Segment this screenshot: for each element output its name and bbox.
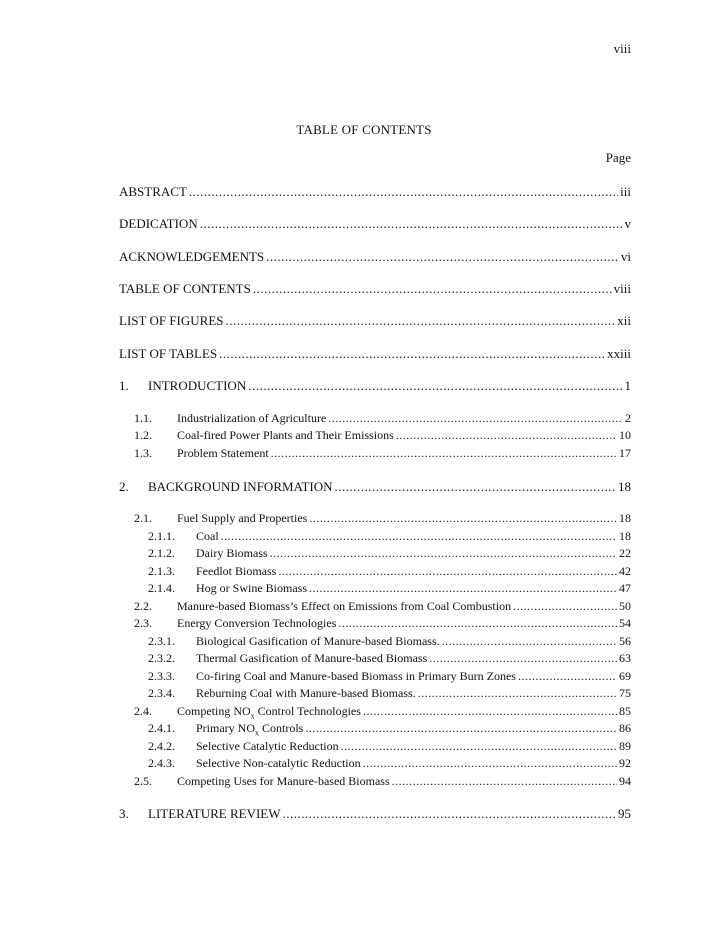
dot-leader	[328, 411, 623, 426]
toc-entry	[119, 616, 631, 631]
toc-entry-title: Energy Conversion Technologies	[177, 616, 337, 630]
toc-entry-page: 89	[619, 739, 631, 753]
dot-leader	[283, 806, 616, 822]
toc-entry	[119, 446, 631, 461]
toc-entry	[119, 281, 631, 297]
toc-entry	[119, 669, 631, 684]
toc-entry-page: 54	[619, 616, 631, 630]
dot-leader	[335, 479, 616, 495]
toc-entry	[119, 411, 631, 426]
toc-entry-title: BACKGROUND INFORMATION	[148, 479, 333, 494]
toc-entry-page: 18	[619, 529, 631, 543]
toc-entry-number: 2.1.	[134, 511, 152, 525]
dot-leader	[341, 739, 617, 754]
dot-leader	[189, 184, 618, 200]
dot-leader	[363, 704, 617, 719]
toc-entry-page: v	[624, 216, 631, 231]
toc-entry-page: viii	[613, 281, 631, 296]
toc-entry-title: Reburning Coal with Manure-based Biomass.	[196, 686, 416, 700]
toc-entry	[119, 346, 631, 362]
toc-entry-page: 2	[625, 411, 631, 425]
dot-leader	[248, 378, 622, 394]
toc-entry-page: 18	[619, 511, 631, 525]
dot-leader	[309, 511, 617, 526]
toc-entry-title: Competing Uses for Manure-based Biomass	[177, 774, 390, 788]
dot-leader	[278, 564, 617, 579]
dot-leader	[513, 599, 617, 614]
toc-entry-title-part: Controls	[259, 721, 304, 735]
toc-entry	[119, 546, 631, 561]
toc-entry	[119, 378, 631, 394]
toc-entry-page: 18	[618, 479, 631, 494]
toc-entry-number: 2.3.3.	[148, 669, 175, 683]
toc-entry-title	[196, 721, 303, 736]
toc-entry-page: 85	[619, 704, 631, 718]
toc-entry-number: 2.4.2.	[148, 739, 175, 753]
dot-leader	[418, 686, 617, 701]
toc-entry-title-part: Primary NO	[196, 721, 255, 735]
toc-entry-page: 92	[619, 756, 631, 770]
toc-entry-title-part: Competing NO	[177, 704, 251, 718]
toc-entry-page: 94	[619, 774, 631, 788]
toc-entry-number: 2.3.4.	[148, 686, 175, 700]
toc-entry-number: 2.2.	[134, 599, 152, 613]
toc-entry	[119, 721, 631, 736]
toc-entry-title: Biological Gasification of Manure-based Biomass.	[196, 634, 440, 648]
toc-entry-number: 2.1.1.	[148, 529, 175, 543]
toc-entry-number: 2.1.3.	[148, 564, 175, 578]
dot-leader	[338, 616, 617, 631]
toc-entry-title: Fuel Supply and Properties	[177, 511, 308, 525]
dot-leader	[442, 634, 617, 649]
dot-leader	[396, 428, 617, 443]
toc-entry-page: 86	[619, 721, 631, 735]
toc-entry-number: 2.	[119, 479, 129, 494]
toc-entry	[119, 249, 631, 265]
dot-leader	[518, 669, 617, 684]
toc-entry-title: Problem Statement	[177, 446, 269, 460]
toc-entry	[119, 313, 631, 329]
toc-entry-page: 63	[619, 651, 631, 665]
toc-entry-number: 2.3.1.	[148, 634, 175, 648]
toc-entry	[119, 756, 631, 771]
toc-entry-title: LIST OF FIGURES	[119, 313, 224, 328]
toc-entry-title: Co-firing Coal and Manure-based Biomass in Primary Burn Zones	[196, 669, 516, 683]
toc-entry-number: 2.4.	[134, 704, 152, 718]
toc-entry-title: Thermal Gasification of Manure-based Biomass	[196, 651, 428, 665]
toc-entry-number: 1.	[119, 378, 129, 393]
toc-entry-title: LIST OF TABLES	[119, 346, 218, 361]
toc-entry-title: ABSTRACT	[119, 184, 187, 199]
toc-entry-number: 2.5.	[134, 774, 152, 788]
toc-entry-page: 22	[619, 546, 631, 560]
dot-leader	[271, 446, 617, 461]
toc-entry-page: 95	[618, 806, 631, 821]
toc-entry-number: 1.1.	[134, 411, 152, 425]
toc-entry-page: xii	[617, 313, 631, 328]
toc-entry-title: INTRODUCTION	[148, 378, 247, 393]
toc-entry-title	[177, 704, 361, 719]
toc-entry-page: 50	[619, 599, 631, 613]
toc-entry-page: vi	[620, 249, 631, 264]
dot-leader	[221, 529, 617, 544]
toc-entry	[119, 184, 631, 200]
toc-entry	[119, 511, 631, 526]
toc-entry-page: 10	[619, 428, 631, 442]
toc-entry-title: Hog or Swine Biomass	[196, 581, 307, 595]
toc-entry-title: Industrialization of Agriculture	[177, 411, 327, 425]
dot-leader	[270, 546, 617, 561]
toc-entry-number: 2.4.3.	[148, 756, 175, 770]
toc-entry	[119, 686, 631, 701]
toc-entry-title: TABLE OF CONTENTS	[119, 281, 251, 296]
toc-entry-page: 1	[624, 378, 631, 393]
toc-entry-number: 2.3.	[134, 616, 152, 630]
toc-entry	[119, 739, 631, 754]
dot-leader	[219, 346, 605, 362]
dot-leader	[226, 313, 616, 329]
toc-entry-page: xxiii	[607, 346, 631, 361]
toc-entry-title: LITERATURE REVIEW	[148, 806, 281, 821]
toc-entry-number: 3.	[119, 806, 129, 821]
toc-entry-page: 69	[619, 669, 631, 683]
dot-leader	[392, 774, 617, 789]
page-column-label: Page	[605, 150, 631, 165]
toc-entry-page: 42	[619, 564, 631, 578]
page-number: viii	[613, 41, 631, 56]
dot-leader	[200, 216, 623, 232]
toc-entry	[119, 599, 631, 614]
toc-entry-page: 75	[619, 686, 631, 700]
toc-entry-number: 2.1.2.	[148, 546, 175, 560]
toc-entry-title: DEDICATION	[119, 216, 198, 231]
toc-entry-page: iii	[620, 184, 631, 199]
toc-entry-title: Manure-based Biomass’s Effect on Emissions from Coal Combustion	[177, 599, 512, 613]
dot-leader	[363, 756, 617, 771]
toc-entry-number: 1.2.	[134, 428, 152, 442]
toc-entry-title: Coal	[196, 529, 219, 543]
dot-leader	[429, 651, 617, 666]
toc-title: TABLE OF CONTENTS	[296, 122, 432, 137]
toc-entry-page: 56	[619, 634, 631, 648]
dot-leader	[309, 581, 617, 596]
toc-entry-title-subscript: x	[255, 728, 259, 736]
toc-entry-title: ACKNOWLEDGEMENTS	[119, 249, 265, 264]
toc-entry	[119, 634, 631, 649]
toc-entry-title-subscript: x	[250, 711, 255, 719]
toc-entry-title-part: Control Technologies	[254, 704, 361, 718]
dot-leader	[253, 281, 612, 297]
toc-entry	[119, 704, 631, 719]
toc-entry-title: Selective Non-catalytic Reduction	[196, 756, 361, 770]
toc-entry-page: 17	[619, 446, 631, 460]
toc-entry	[119, 806, 631, 822]
toc-entry	[119, 564, 631, 579]
toc-entry-number: 1.3.	[134, 446, 152, 460]
toc-entry-number: 2.3.2.	[148, 651, 175, 665]
toc-entry	[119, 479, 631, 495]
toc-entry-number: 2.4.1.	[148, 721, 175, 735]
toc-entry-title: Dairy Biomass	[196, 546, 268, 560]
toc-entry	[119, 774, 631, 789]
toc-entry-number: 2.1.4.	[148, 581, 175, 595]
toc-entry	[119, 428, 631, 443]
dot-leader	[305, 721, 617, 736]
toc-entry-title: Selective Catalytic Reduction	[196, 739, 339, 753]
toc-entry-title: Coal-fired Power Plants and Their Emissions	[177, 428, 394, 442]
dot-leader	[266, 249, 619, 265]
toc-entry	[119, 216, 631, 232]
toc-entry-title: Feedlot Biomass	[196, 564, 277, 578]
toc-entry	[119, 651, 631, 666]
toc-entry-page: 47	[619, 581, 631, 595]
toc-entry	[119, 529, 631, 544]
toc-entry	[119, 581, 631, 596]
